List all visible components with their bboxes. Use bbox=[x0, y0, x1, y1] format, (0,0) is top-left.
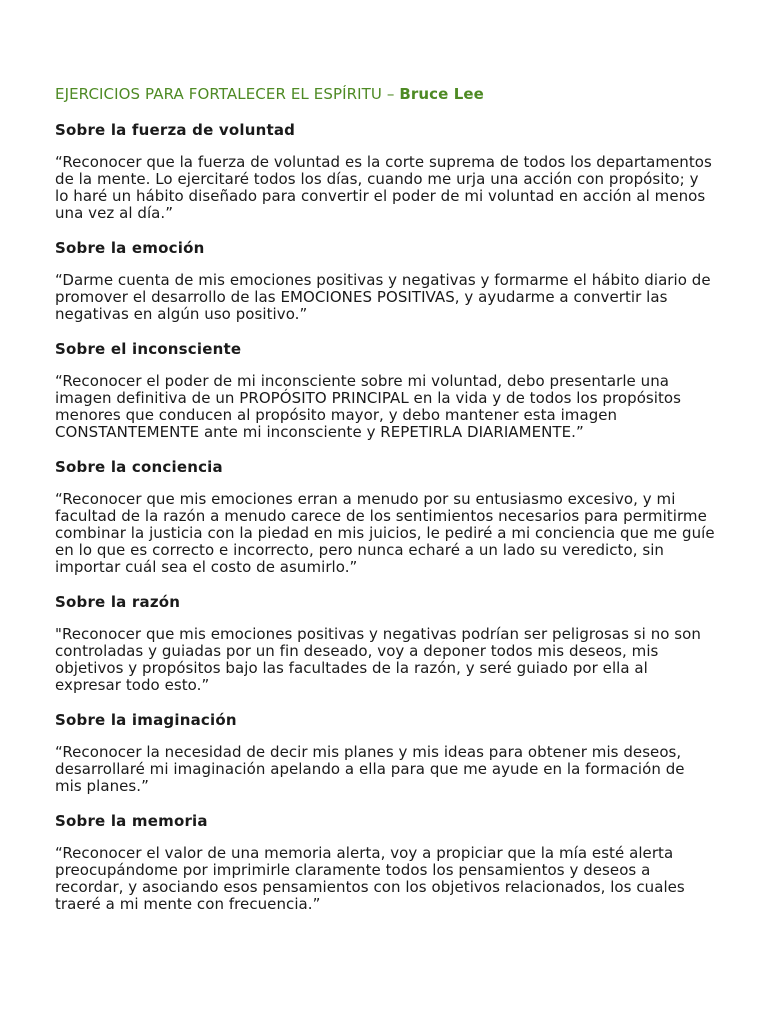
section-heading: Sobre la memoria bbox=[55, 812, 208, 830]
section-heading: Sobre la conciencia bbox=[55, 458, 223, 476]
section-emocion bbox=[55, 238, 716, 323]
section-memoria bbox=[55, 811, 716, 913]
section-body: “Reconocer el poder de mi inconsciente sobre mi voluntad, debo presentarle una imagen definitiva de un PROPÓSITO PRINCIPAL en la vida y de todos los propósitos menores que conducen al propósito mayor, y debo mantener esta imagen CONSTANTEMENTE ante mi inconsciente y REPETIRLA DIARIAMENTE.” bbox=[55, 372, 682, 441]
section-heading: Sobre la emoción bbox=[55, 239, 205, 257]
section-heading: Sobre la razón bbox=[55, 593, 181, 611]
section-body: "Reconocer que mis emociones positivas y negativas podrían ser peligrosas si no son controladas y guiadas por un fin deseado, voy a deponer todos mis deseos, mis objetivos y propósitos bajo las facultades de la razón, y seré guiado por ella al expresar todo esto.” bbox=[55, 625, 701, 694]
section-razon bbox=[55, 592, 716, 694]
section-body: “Reconocer que mis emociones erran a menudo por su entusiasmo excesivo, y mi facultad de la razón a menudo carece de los sentimientos necesarios para permitirme combinar la justicia con la piedad en mis juicios, le pediré a mi conciencia que me guíe en lo que es correcto e incorrecto, pero nunca echaré a un lado su veredicto, sin importar cuál sea el costo de asumirlo.” bbox=[55, 490, 715, 576]
section-fuerza-de-voluntad bbox=[55, 120, 716, 222]
section-heading: Sobre el inconsciente bbox=[55, 340, 242, 358]
section-body: “Reconocer que la fuerza de voluntad es la corte suprema de todos los departamentos de la mente. Lo ejercitaré todos los días, cuando me urja una acción con propósito; y lo haré un hábito diseñado para convertir el poder de mi voluntad en acción al menos una vez al día.” bbox=[55, 153, 712, 222]
section-body: “Reconocer el valor de una memoria alerta, voy a propiciar que la mía esté alerta preocupándome por imprimirle claramente todos los pensamientos y deseos a recordar, y asociando esos pensamientos con los objetivos relacionados, los cuales traeré a mi mente con frecuencia.” bbox=[55, 844, 685, 913]
section-heading: Sobre la imaginación bbox=[55, 711, 237, 729]
section-conciencia bbox=[55, 457, 716, 576]
section-body: “Reconocer la necesidad de decir mis planes y mis ideas para obtener mis deseos, desarrollaré mi imaginación apelando a ella para que me ayude en la formación de mis planes.” bbox=[55, 743, 685, 795]
document-title: EJERCICIOS PARA FORTALECER EL ESPÍRITU bbox=[55, 85, 382, 103]
section-body: “Darme cuenta de mis emociones positivas y negativas y formarme el hábito diario de promover el desarrollo de las EMOCIONES POSITIVAS, y ayudarme a convertir las negativas en algún uso positivo.” bbox=[55, 271, 711, 323]
document-author: Bruce Lee bbox=[399, 85, 484, 103]
title-separator: – bbox=[382, 85, 400, 103]
section-inconsciente bbox=[55, 339, 716, 441]
section-heading: Sobre la fuerza de voluntad bbox=[55, 121, 296, 139]
section-imaginacion bbox=[55, 710, 716, 795]
document-title-line bbox=[55, 84, 716, 104]
